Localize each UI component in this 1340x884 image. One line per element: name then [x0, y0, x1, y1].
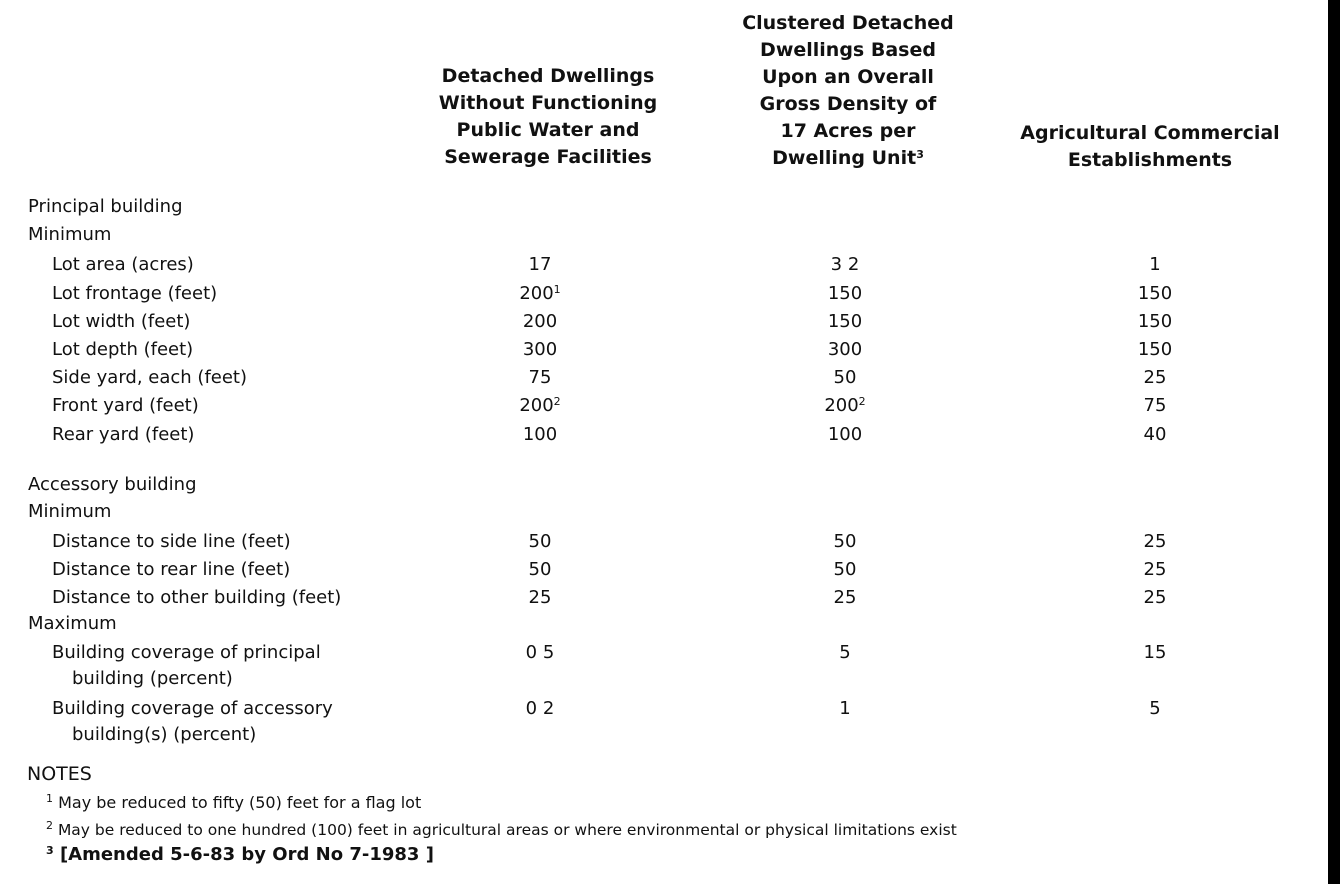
- header-line: Establishments: [1067, 149, 1233, 171]
- note-text: May be reduced to fifty (50) feet for a flag lot: [58, 793, 422, 812]
- cell-value: 300: [522, 339, 558, 360]
- cell-col1: [480, 251, 600, 279]
- cell-col2: 25: [833, 587, 857, 608]
- cell-col2: [780, 392, 910, 420]
- row-label: Side yard, each (feet): [52, 367, 248, 388]
- cell-col3: 25: [1143, 367, 1167, 388]
- cell-value: 100: [827, 424, 863, 445]
- row-label: building(s) (percent): [72, 724, 257, 745]
- subsection-label: Maximum: [28, 613, 117, 634]
- cell-col1: [480, 421, 600, 449]
- header-line: Agricultural Commercial: [1020, 122, 1280, 144]
- header-line: [730, 145, 966, 172]
- cell-col1: [480, 308, 600, 336]
- header-line: Detached Dwellings: [441, 65, 655, 87]
- row-label: Building coverage of accessory: [52, 698, 333, 719]
- cell-value: 200: [519, 395, 554, 416]
- cell-col3: 75: [1143, 395, 1167, 416]
- footnote-ref: 3: [916, 148, 924, 161]
- header-line: Clustered Detached: [742, 12, 954, 34]
- cell-value: 200: [522, 311, 558, 332]
- cell-col3: 5: [1149, 698, 1161, 719]
- cell-col2: [780, 421, 910, 449]
- table-row: [0, 364, 1320, 392]
- section-title-accessory: [0, 471, 1320, 499]
- cell-col3: 25: [1143, 587, 1167, 608]
- footnote-ref: 1: [553, 283, 561, 296]
- cell-col1: 0 2: [525, 698, 555, 719]
- table-row-continuation: [0, 721, 1320, 749]
- row-label: Rear yard (feet): [52, 424, 195, 445]
- cell-value: 300: [827, 339, 863, 360]
- cell-col1: [480, 392, 600, 420]
- cell-col2: 5: [839, 642, 851, 663]
- cell-value: 150: [827, 311, 863, 332]
- cell-col2: [780, 308, 910, 336]
- column-header-agricultural-commercial: [1000, 120, 1300, 174]
- cell-col3: 150: [1137, 311, 1173, 332]
- cell-value: 50: [833, 367, 857, 388]
- cell-col1: 50: [528, 559, 552, 580]
- note-text: [Amended 5-6-83 by Ord No 7-1983 ]: [59, 844, 434, 865]
- header-line: Gross Density of: [759, 93, 937, 115]
- section-label: Principal building: [28, 196, 183, 217]
- table-row: [0, 308, 1320, 336]
- cell-col1: [480, 280, 600, 308]
- table-row: [0, 556, 1320, 584]
- section-title-principal: [0, 193, 1320, 221]
- header-line: Public Water and: [456, 119, 640, 141]
- cell-col3: 1: [1149, 254, 1161, 275]
- row-label: Distance to other building (feet): [52, 587, 342, 608]
- subsection-maximum: [0, 610, 1320, 638]
- cell-value: 150: [827, 283, 863, 304]
- row-label: Front yard (feet): [52, 395, 199, 416]
- footnote-marker: 2: [46, 819, 53, 832]
- footnote-ref: 2: [553, 395, 561, 408]
- table-row: [0, 336, 1320, 364]
- table-row: [0, 280, 1320, 308]
- header-line: 17 Acres per: [780, 120, 916, 142]
- cell-value: 17: [528, 254, 552, 275]
- header-line: Without Functioning: [438, 92, 658, 114]
- cell-value: 75: [528, 367, 552, 388]
- table-row: [0, 392, 1320, 420]
- section-label: Accessory building: [28, 474, 197, 495]
- cell-col2: [780, 280, 910, 308]
- cell-col2: 50: [833, 531, 857, 552]
- cell-value: 200: [824, 395, 859, 416]
- row-label: Lot area (acres): [52, 254, 194, 275]
- cell-value: 3 2: [830, 254, 860, 275]
- row-label: building (percent): [72, 668, 233, 689]
- cell-value: 100: [522, 424, 558, 445]
- note-item: [46, 818, 957, 842]
- table-row: [0, 528, 1320, 556]
- row-label: Lot depth (feet): [52, 339, 194, 360]
- table-row: [0, 421, 1320, 449]
- subsection-label: Minimum: [28, 224, 112, 245]
- table-row: [0, 695, 1320, 723]
- column-header-detached-dwellings: [430, 63, 666, 171]
- cell-col1: [480, 364, 600, 392]
- cell-value: 200: [519, 283, 554, 304]
- cell-col2: [780, 251, 910, 279]
- header-line: Dwellings Based: [760, 39, 936, 61]
- subsection-label: Minimum: [28, 501, 112, 522]
- cell-col1: [480, 336, 600, 364]
- header-line: Sewerage Facilities: [444, 146, 652, 168]
- note-item: [46, 791, 421, 815]
- scan-edge-bar: [1328, 0, 1340, 884]
- row-label: Building coverage of principal: [52, 642, 321, 663]
- cell-col3: 25: [1143, 559, 1167, 580]
- table-row: [0, 251, 1320, 279]
- row-label: Lot frontage (feet): [52, 283, 218, 304]
- subsection-minimum: [0, 221, 1320, 249]
- note-item: [46, 843, 434, 867]
- table-row-continuation: [0, 665, 1320, 693]
- cell-col3: 25: [1143, 531, 1167, 552]
- row-label: Lot width (feet): [52, 311, 191, 332]
- table-row: [0, 639, 1320, 667]
- column-header-clustered-dwellings: [730, 10, 966, 172]
- cell-col1: 0 5: [525, 642, 555, 663]
- cell-col3: 40: [1143, 424, 1167, 445]
- header-text: Dwelling Unit: [772, 147, 917, 169]
- cell-col2: 1: [839, 698, 851, 719]
- footnote-marker: 3: [46, 844, 54, 857]
- footnote-ref: 2: [858, 395, 866, 408]
- cell-col3: 15: [1143, 642, 1167, 663]
- header-line: Upon an Overall: [762, 66, 934, 88]
- cell-col2: 50: [833, 559, 857, 580]
- footnote-marker: 1: [46, 792, 53, 805]
- notes-title: NOTES: [27, 763, 92, 785]
- cell-col2: [780, 336, 910, 364]
- cell-col3: 150: [1137, 339, 1173, 360]
- cell-col3: 150: [1137, 283, 1173, 304]
- cell-col2: [780, 364, 910, 392]
- cell-col1: 50: [528, 531, 552, 552]
- row-label: Distance to side line (feet): [52, 531, 291, 552]
- note-text: May be reduced to one hundred (100) feet in agricultural areas or where environmental or physical limitations exist: [57, 821, 957, 839]
- table-row: [0, 584, 1320, 612]
- row-label: Distance to rear line (feet): [52, 559, 291, 580]
- cell-col1: 25: [528, 587, 552, 608]
- subsection-minimum: [0, 498, 1320, 526]
